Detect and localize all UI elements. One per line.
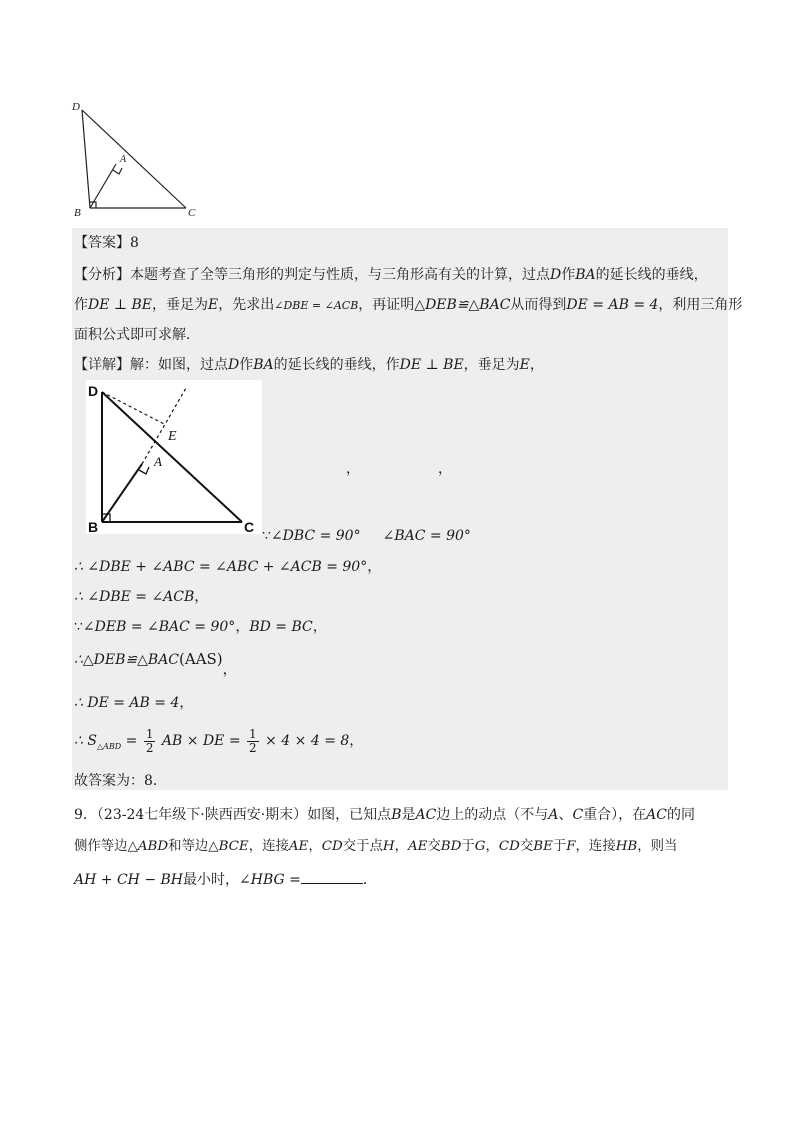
problem-text: 边上的动点（不与 <box>436 807 549 823</box>
because-symbol: ∵ <box>262 528 271 544</box>
segment-dc <box>82 110 186 208</box>
detail-text: 作 <box>239 357 254 373</box>
answer-value: 8 <box>130 235 139 251</box>
problem-text: 、 <box>558 807 573 823</box>
detail-text: 的延长线的垂线，作 <box>273 357 400 373</box>
punct: ， <box>367 559 382 575</box>
math-d: D <box>228 357 240 373</box>
because-symbol: ∵ <box>74 619 83 635</box>
math-ab-de: AB × DE = <box>161 733 241 749</box>
analysis-tag: 【分析】 <box>74 267 130 283</box>
math-de-perp-be: DE ⊥ BE <box>399 357 464 373</box>
math-g: G <box>474 839 486 854</box>
analysis-line-3: 面积公式即可求解． <box>74 327 200 343</box>
math-product: × 4 × 4 = 8 <box>265 733 350 749</box>
math-area-s: ∴ S <box>74 733 97 749</box>
label-a: A <box>154 454 162 469</box>
fraction-half <box>144 728 156 755</box>
problem-text: 交 <box>427 839 441 854</box>
analysis-line-2 <box>74 296 742 315</box>
detail-text: ， <box>529 357 544 373</box>
step-5 <box>74 650 237 678</box>
math-angle-sum: ∴ ∠DBE + ∠ABC = ∠ABC + ∠ACB = 90° <box>74 559 368 575</box>
label-e: E <box>168 429 177 444</box>
congruence-reason: (AAS) <box>179 650 223 668</box>
punct: ， <box>312 619 327 635</box>
math-de-ab: DE = AB = 4 <box>566 297 659 313</box>
problem-text: 如图，已知点 <box>307 807 392 823</box>
math-a: A <box>548 807 559 823</box>
step-3 <box>74 588 208 606</box>
math-cd: CD <box>498 839 520 854</box>
step-1 <box>262 528 471 544</box>
answer-blank[interactable] <box>301 870 363 884</box>
label-c: C <box>244 519 255 534</box>
math-congruent: △DEB≌△BAC <box>414 297 511 313</box>
figure-2-container <box>86 380 262 534</box>
detail-line-1 <box>74 356 544 374</box>
problem-text: ． <box>362 872 377 888</box>
analysis-text: ，再证明 <box>358 297 415 313</box>
math-be: BE <box>533 839 553 854</box>
analysis-text: ，利用三角形 <box>658 297 743 313</box>
label-c: C <box>188 207 196 219</box>
punct: ， <box>222 662 237 678</box>
math-angle-bac: ∠BAC = 90° <box>382 528 471 544</box>
step-7 <box>74 726 363 762</box>
problem-text: 重合），在 <box>583 807 647 823</box>
math-angle-dbc: ∠DBC = 90° <box>270 528 361 544</box>
math-bd: BD <box>440 839 462 854</box>
analysis-line-1 <box>74 266 708 284</box>
problem-9-line-1 <box>74 806 695 824</box>
right-angle-mark-a <box>113 168 122 174</box>
problem-text: 交 <box>519 839 534 854</box>
problem-text: 和等边 <box>168 839 209 854</box>
answer-line <box>74 234 139 252</box>
segment-db <box>82 110 90 208</box>
math-d: D <box>550 267 562 283</box>
analysis-text: 从而得到 <box>510 297 567 313</box>
math-angle-eq: ∠DBE = ∠ACB <box>274 299 359 312</box>
math-eq: = <box>125 733 138 749</box>
math-angle-dbe: ∴ ∠DBE = ∠ACB <box>74 589 195 605</box>
answer-tag: 【答案】 <box>74 235 130 251</box>
figure-1-triangle <box>70 96 210 220</box>
math-bd-bc: BD = BC <box>249 619 313 635</box>
problem-9-line-2 <box>74 838 677 856</box>
problem-text: ，连接 <box>248 839 289 854</box>
problem-text: 最小时， <box>183 872 239 888</box>
problem-text: 的同 <box>666 807 695 823</box>
math-f: F <box>566 839 576 854</box>
problem-text: 于 <box>552 839 567 854</box>
segment-ba <box>102 464 142 522</box>
math-b: B <box>391 807 402 823</box>
conclusion-line: 故答案为：8． <box>74 773 167 789</box>
step-4 <box>74 618 327 636</box>
figure-2-triangle <box>86 380 262 534</box>
problem-text: ， <box>485 839 499 854</box>
problem-text: 于 <box>461 839 475 854</box>
math-ac: AC <box>415 807 437 823</box>
problem-text: ， <box>394 839 408 854</box>
math-ae: AE <box>288 839 309 854</box>
problem-text: ，连接 <box>575 839 616 854</box>
fraction-half-2 <box>247 728 259 755</box>
math-c: C <box>572 807 584 823</box>
detail-comma-2: ， <box>438 461 452 477</box>
problem-text: 是 <box>401 807 416 823</box>
detail-comma-1: ， <box>346 461 360 477</box>
label-b: B <box>74 207 81 219</box>
math-expression: AH + CH − BH <box>74 872 183 888</box>
fraction-denominator: 2 <box>249 740 257 755</box>
analysis-text: 作 <box>561 267 576 283</box>
detail-text: ，垂足为 <box>463 357 520 373</box>
label-d: D <box>88 383 99 399</box>
math-angle-hbg: ∠HBG = <box>239 872 301 888</box>
step-6 <box>74 694 193 712</box>
problem-number: 9． <box>74 807 97 823</box>
label-b: B <box>88 519 99 534</box>
label-a: A <box>120 154 127 165</box>
punct: ， <box>179 695 194 711</box>
perpendicular-de <box>102 392 164 424</box>
extension-line <box>142 388 186 464</box>
punct: ， <box>194 589 209 605</box>
math-bce: △BCE <box>208 839 249 854</box>
punct: ， <box>235 619 250 635</box>
math-h: H <box>382 839 395 854</box>
math-e: E <box>208 297 219 313</box>
label-d: D <box>72 101 80 113</box>
analysis-text: ，垂足为 <box>152 297 209 313</box>
math-abd: △ABD <box>127 839 169 854</box>
math-area-subscript: △ABD <box>96 741 122 751</box>
analysis-text: ，先求出 <box>218 297 275 313</box>
math-ac: AC <box>646 807 667 823</box>
math-cd: CD <box>321 839 343 854</box>
problem-text: 侧作等边 <box>74 839 128 854</box>
fraction-numerator: 1 <box>249 726 257 741</box>
detail-text: 解：如图，过点 <box>130 357 228 373</box>
math-hb: HB <box>615 839 638 854</box>
fraction-denominator: 2 <box>145 740 154 755</box>
punct: ， <box>349 733 364 749</box>
math-ba: BA <box>575 267 596 283</box>
problem-text: ， <box>308 839 322 854</box>
analysis-text: 本题考查了全等三角形的判定与性质，与三角形高有关的计算，过点 <box>130 267 550 283</box>
math-e: E <box>519 357 530 373</box>
problem-text: 交于点 <box>342 839 383 854</box>
math-de-perp-be: DE ⊥ BE <box>88 297 153 313</box>
math-congruent: ∴△DEB≌△BAC <box>74 652 180 668</box>
math-de-ab: ∴ DE = AB = 4 <box>74 695 180 711</box>
fraction-numerator: 1 <box>145 726 154 741</box>
math-angle-deb: ∠DEB = ∠BAC = 90° <box>82 619 236 635</box>
analysis-text: 的延长线的垂线， <box>595 267 708 283</box>
problem-source: （23-24七年级下·陕西西安·期末） <box>96 807 308 823</box>
problem-9-line-3 <box>74 870 377 889</box>
segment-ba <box>90 164 116 208</box>
analysis-text: 作 <box>74 297 88 313</box>
problem-text: ，则当 <box>637 839 678 854</box>
right-angle-mark-a <box>139 467 149 474</box>
step-2 <box>74 558 381 576</box>
math-ae: AE <box>407 839 428 854</box>
detail-tag: 【详解】 <box>74 357 130 373</box>
math-ba: BA <box>253 357 274 373</box>
